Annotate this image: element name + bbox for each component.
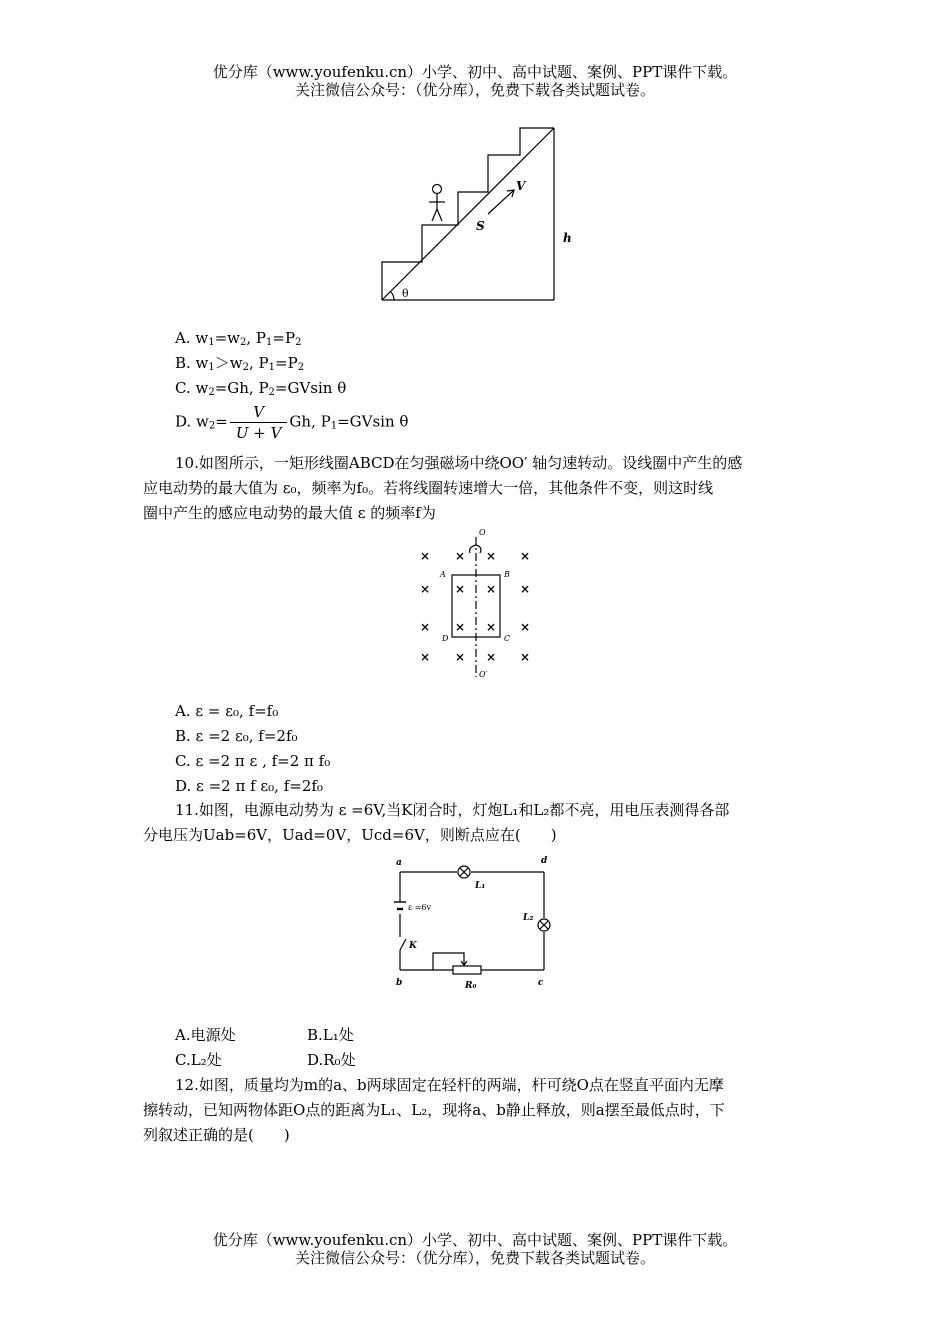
field-cross: × [519, 620, 531, 634]
switch-k [400, 939, 406, 950]
q11-line-1: 11.如图，电源电动势为 ε =6V,当K闭合时，灯炮L₁和L₂都不亮，用电压表测得各部 [175, 801, 730, 819]
q11-option-c: C.L₂处 [175, 1051, 222, 1069]
label-a: A [440, 570, 446, 579]
angle-arc [391, 292, 395, 301]
stairs-incline [382, 128, 554, 300]
person-leg-left [432, 209, 437, 221]
field-cross: × [419, 620, 431, 634]
header-line-2: 关注微信公众号：（优分库），免费下载各类试题试卷。 [294, 81, 655, 99]
field-cross: × [485, 650, 497, 664]
label-k: K [409, 941, 417, 951]
field-cross: × [485, 549, 497, 563]
field-cross: × [454, 549, 466, 563]
label-node-a: a [396, 858, 402, 868]
q12-line-2: 擦转动，已知两物体距O点的距离为L₁、L₂，现将a、b静止释放，则a摆至最低点时，下 [143, 1101, 725, 1119]
person-leg-right [437, 209, 442, 221]
q10-line-3: 圈中产生的感应电动势的最大值 ε 的频率f为 [143, 504, 436, 522]
circuit-figure [385, 852, 560, 992]
field-cross: × [519, 549, 531, 563]
stairs-figure [370, 118, 590, 310]
field-cross: × [419, 582, 431, 596]
label-node-d: d [541, 856, 548, 866]
label-d: D [442, 634, 449, 643]
field-cross: × [485, 582, 497, 596]
field-cross: × [454, 650, 466, 664]
rotation-arrow [470, 545, 481, 553]
field-cross: × [419, 549, 431, 563]
label-b: B [504, 570, 510, 579]
label-theta: θ [402, 287, 409, 300]
label-o-top: O [479, 528, 486, 537]
q9-option-c: C. $w_2=Gh$, $P_2=GVsin$ θ [175, 379, 347, 398]
label-l2: L₂ [523, 913, 534, 923]
q10-option-c: C. ε =2 π ε , f=2 π f₀ [175, 752, 331, 770]
header-line-1: 优分库（www.youfenku.cn）小学、初中、高中试题、案例、PPT课件下载。 [212, 63, 738, 81]
field-cross: × [454, 620, 466, 634]
label-c: C [504, 634, 511, 643]
q9-option-d: D. $w_2=$ $\frac{V}{U + V}$ Gh, $P_1=GVsin$ θ [175, 403, 409, 442]
q10-option-d: D. ε =2 π f ε₀, f=2f₀ [175, 777, 323, 795]
field-cross: × [419, 650, 431, 664]
label-r0: R₀ [465, 981, 477, 991]
rheostat-slider [433, 953, 464, 970]
q10-option-a: A. ε = ε₀, f=f₀ [175, 702, 279, 720]
label-o-bottom: O′ [479, 670, 488, 679]
coil-figure [410, 525, 540, 685]
q10-line-2: 应电动势的最大值为 ε₀，频率为f₀。若将线圈转速增大一倍，其他条件不变，则这时线 [143, 479, 714, 497]
label-v: V [516, 179, 526, 193]
footer-line-2: 关注微信公众号：（优分库），免费下载各类试题试卷。 [294, 1249, 655, 1267]
label-s: S [476, 219, 485, 233]
speed-arrow [488, 190, 514, 214]
q9-option-b: B. $w_1>w_2$, $P_1=P_2$ [175, 354, 305, 373]
label-node-b: b [396, 978, 403, 988]
q10-option-b: B. ε =2 ε₀, f=2f₀ [175, 727, 298, 745]
rheostat-r0 [453, 966, 481, 974]
label-node-c: c [538, 978, 544, 988]
q12-line-3: 列叙述正确的是( ) [143, 1126, 290, 1144]
footer-line-1: 优分库（www.youfenku.cn）小学、初中、高中试题、案例、PPT课件下载。 [212, 1231, 738, 1249]
q10-line-1: 10.如图所示，一矩形线圈ABCD在匀强磁场中绕OO′ 轴匀速转动。设线圈中产生的感 [175, 454, 743, 472]
label-h: h [563, 231, 572, 245]
fraction: $\frac{V}{U + V}$ [230, 403, 288, 442]
q12-line-1: 12.如图，质量均为m的a、b两球固定在轻杆的两端，杆可绕O点在竖直平面内无摩 [175, 1076, 724, 1094]
field-cross: × [485, 620, 497, 634]
q11-option-a: A.电源处 [175, 1026, 236, 1044]
field-cross: × [454, 582, 466, 596]
person-head [433, 185, 442, 194]
label-l1: L₁ [475, 881, 486, 891]
q11-option-b: B.L₁处 [307, 1026, 354, 1044]
label-emf: ε =6v [408, 903, 431, 912]
q11-line-2: 分电压为Uab=6V，Uad=0V，Ucd=6V，则断点应在( ) [143, 826, 557, 844]
field-cross: × [519, 582, 531, 596]
field-cross: × [519, 650, 531, 664]
q9-option-a: A. $w_1=w_2$, $P_1=P_2$ [175, 329, 302, 348]
q11-option-d: D.R₀处 [307, 1051, 356, 1069]
